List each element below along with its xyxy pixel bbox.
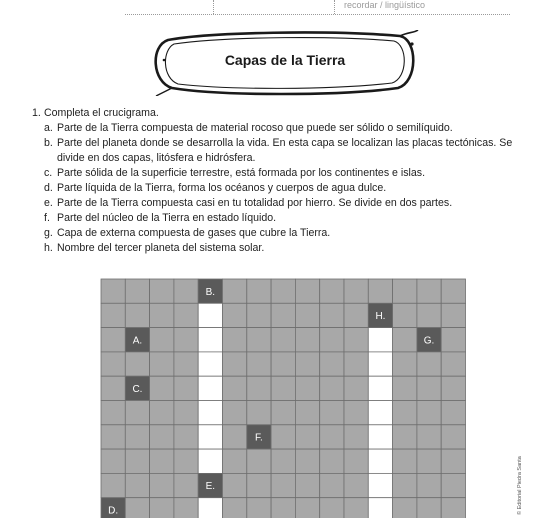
blocked-cell bbox=[271, 401, 295, 425]
clue-letter: d. bbox=[44, 182, 53, 194]
blocked-cell bbox=[150, 425, 174, 449]
answer-cell[interactable] bbox=[368, 401, 392, 425]
answer-cell[interactable] bbox=[198, 376, 222, 400]
blocked-cell bbox=[344, 279, 368, 303]
blocked-cell bbox=[417, 401, 441, 425]
blocked-cell bbox=[223, 498, 247, 518]
blocked-cell bbox=[247, 352, 271, 376]
blocked-cell bbox=[125, 401, 149, 425]
page-title: Capas de la Tierra bbox=[224, 52, 346, 68]
blocked-cell bbox=[320, 425, 344, 449]
answer-cell[interactable] bbox=[198, 449, 222, 473]
blocked-cell bbox=[393, 425, 417, 449]
answer-cell[interactable] bbox=[198, 328, 222, 352]
blocked-cell bbox=[150, 498, 174, 518]
blocked-cell bbox=[320, 279, 344, 303]
clue-item bbox=[32, 136, 522, 166]
blocked-cell bbox=[320, 328, 344, 352]
blocked-cell bbox=[223, 473, 247, 497]
clue-text: Parte líquida de la Tierra, forma los océanos y cuerpos de agua dulce. bbox=[57, 182, 387, 194]
blocked-cell bbox=[125, 449, 149, 473]
blocked-cell bbox=[344, 401, 368, 425]
clue-text: Parte de la Tierra compuesta de material rocoso que puede ser sólido o semilíquido. bbox=[57, 122, 453, 134]
blocked-cell bbox=[223, 328, 247, 352]
blocked-cell bbox=[344, 498, 368, 518]
clue-letter: b. bbox=[44, 137, 53, 149]
title-banner bbox=[150, 30, 420, 96]
blocked-cell bbox=[101, 376, 125, 400]
blocked-cell bbox=[247, 328, 271, 352]
blocked-cell bbox=[295, 401, 319, 425]
blocked-cell bbox=[174, 352, 198, 376]
answer-cell[interactable] bbox=[368, 473, 392, 497]
answer-cell[interactable] bbox=[198, 401, 222, 425]
blocked-cell bbox=[223, 376, 247, 400]
blocked-cell bbox=[320, 449, 344, 473]
blocked-cell bbox=[295, 376, 319, 400]
blocked-cell bbox=[441, 449, 465, 473]
blocked-cell bbox=[150, 328, 174, 352]
blocked-cell bbox=[441, 328, 465, 352]
blocked-cell bbox=[417, 449, 441, 473]
blocked-cell bbox=[223, 425, 247, 449]
blocked-cell bbox=[125, 352, 149, 376]
blocked-cell bbox=[150, 352, 174, 376]
blocked-cell bbox=[150, 401, 174, 425]
blocked-cell bbox=[223, 279, 247, 303]
clue-text: Parte sólida de la superficie terrestre, está formada por los continentes e islas. bbox=[57, 167, 426, 179]
header-divider bbox=[213, 0, 214, 14]
blocked-cell bbox=[247, 401, 271, 425]
clue-cell-label: C. bbox=[132, 383, 143, 395]
clue-cell-label: H. bbox=[375, 311, 386, 323]
clue-item bbox=[32, 121, 522, 136]
blocked-cell bbox=[101, 279, 125, 303]
blocked-cell bbox=[101, 352, 125, 376]
clue-item bbox=[32, 181, 522, 196]
blocked-cell bbox=[393, 473, 417, 497]
clue-item bbox=[32, 241, 522, 256]
blocked-cell bbox=[295, 473, 319, 497]
answer-cell[interactable] bbox=[368, 328, 392, 352]
answer-cell[interactable] bbox=[198, 303, 222, 327]
blocked-cell bbox=[174, 376, 198, 400]
exercise-instruction: Completa el crucigrama. bbox=[44, 107, 159, 119]
blocked-cell bbox=[247, 303, 271, 327]
blocked-cell bbox=[125, 303, 149, 327]
blocked-cell bbox=[271, 449, 295, 473]
blocked-cell bbox=[320, 303, 344, 327]
blocked-cell bbox=[393, 328, 417, 352]
clue-cell-label: F. bbox=[255, 432, 263, 444]
answer-cell[interactable] bbox=[368, 449, 392, 473]
blocked-cell bbox=[295, 303, 319, 327]
clue-letter: f. bbox=[44, 212, 50, 224]
blocked-cell bbox=[247, 279, 271, 303]
clue-letter: c. bbox=[44, 167, 53, 179]
exercise-number: 1. bbox=[32, 107, 41, 119]
clue-list bbox=[32, 121, 522, 256]
blocked-cell bbox=[223, 449, 247, 473]
blocked-cell bbox=[101, 303, 125, 327]
blocked-cell bbox=[441, 498, 465, 518]
blocked-cell bbox=[150, 473, 174, 497]
blocked-cell bbox=[247, 449, 271, 473]
blocked-cell bbox=[174, 328, 198, 352]
clue-letter: h. bbox=[44, 242, 53, 254]
blocked-cell bbox=[174, 279, 198, 303]
blocked-cell bbox=[125, 279, 149, 303]
blocked-cell bbox=[271, 498, 295, 518]
answer-cell[interactable] bbox=[198, 352, 222, 376]
blocked-cell bbox=[393, 279, 417, 303]
blocked-cell bbox=[247, 498, 271, 518]
blocked-cell bbox=[174, 473, 198, 497]
blocked-cell bbox=[150, 449, 174, 473]
clue-item bbox=[32, 196, 522, 211]
clue-cell-label: B. bbox=[205, 286, 216, 298]
answer-cell[interactable] bbox=[198, 498, 222, 518]
clue-item bbox=[32, 226, 522, 241]
clue-cell-label: G. bbox=[423, 335, 435, 347]
answer-cell[interactable] bbox=[368, 425, 392, 449]
blocked-cell bbox=[417, 473, 441, 497]
blocked-cell bbox=[174, 425, 198, 449]
blocked-cell bbox=[101, 473, 125, 497]
header-rule bbox=[125, 14, 510, 15]
blocked-cell bbox=[344, 473, 368, 497]
clue-text: Parte del planeta donde se desarrolla la vida. En esta capa se localizan las placas tectónicas. Se divide en dos capas, litósfera e hidrósfera. bbox=[57, 137, 513, 164]
crossword-grid bbox=[100, 278, 466, 518]
blocked-cell bbox=[295, 279, 319, 303]
blocked-cell bbox=[223, 352, 247, 376]
blocked-cell bbox=[393, 376, 417, 400]
blocked-cell bbox=[101, 401, 125, 425]
answer-cell[interactable] bbox=[368, 376, 392, 400]
blocked-cell bbox=[295, 449, 319, 473]
blocked-cell bbox=[247, 473, 271, 497]
blocked-cell bbox=[271, 303, 295, 327]
blocked-cell bbox=[271, 328, 295, 352]
blocked-cell bbox=[125, 473, 149, 497]
blocked-cell bbox=[320, 473, 344, 497]
blocked-cell bbox=[295, 498, 319, 518]
blocked-cell bbox=[271, 376, 295, 400]
clue-text: Nombre del tercer planeta del sistema solar. bbox=[57, 242, 265, 254]
blocked-cell bbox=[174, 449, 198, 473]
blocked-cell bbox=[441, 401, 465, 425]
blocked-cell bbox=[320, 376, 344, 400]
copyright-text: © Editorial Piedra Santa bbox=[517, 456, 523, 515]
blocked-cell bbox=[320, 498, 344, 518]
clue-cell-label: A. bbox=[132, 335, 143, 347]
clue-cell-label: E. bbox=[205, 481, 216, 493]
skill-tag: recordar / lingüístico bbox=[344, 0, 426, 10]
clue-cell-label: D. bbox=[108, 505, 119, 517]
blocked-cell bbox=[223, 401, 247, 425]
blocked-cell bbox=[393, 449, 417, 473]
blocked-cell bbox=[417, 498, 441, 518]
blocked-cell bbox=[174, 401, 198, 425]
blocked-cell bbox=[344, 303, 368, 327]
blocked-cell bbox=[101, 449, 125, 473]
blocked-cell bbox=[174, 498, 198, 518]
header-divider bbox=[334, 0, 335, 14]
blocked-cell bbox=[150, 303, 174, 327]
blocked-cell bbox=[271, 279, 295, 303]
blocked-cell bbox=[393, 401, 417, 425]
clue-letter: a. bbox=[44, 122, 53, 134]
blocked-cell bbox=[441, 425, 465, 449]
blocked-cell bbox=[223, 303, 247, 327]
blocked-cell bbox=[344, 449, 368, 473]
blocked-cell bbox=[125, 498, 149, 518]
blocked-cell bbox=[174, 303, 198, 327]
blocked-cell bbox=[417, 352, 441, 376]
blocked-cell bbox=[101, 328, 125, 352]
blocked-cell bbox=[441, 376, 465, 400]
blocked-cell bbox=[441, 473, 465, 497]
answer-cell[interactable] bbox=[198, 425, 222, 449]
clue-letter: g. bbox=[44, 227, 53, 239]
answer-cell[interactable] bbox=[368, 498, 392, 518]
blocked-cell bbox=[150, 376, 174, 400]
blocked-cell bbox=[393, 352, 417, 376]
blocked-cell bbox=[101, 425, 125, 449]
blocked-cell bbox=[320, 352, 344, 376]
blocked-cell bbox=[247, 376, 271, 400]
blocked-cell bbox=[150, 279, 174, 303]
blocked-cell bbox=[344, 352, 368, 376]
blocked-cell bbox=[417, 376, 441, 400]
clue-text: Parte del núcleo de la Tierra en estado líquido. bbox=[57, 212, 277, 224]
blocked-cell bbox=[344, 425, 368, 449]
blocked-cell bbox=[320, 401, 344, 425]
blocked-cell bbox=[417, 303, 441, 327]
clue-letter: e. bbox=[44, 197, 53, 209]
exercise bbox=[32, 106, 522, 256]
blocked-cell bbox=[295, 328, 319, 352]
blocked-cell bbox=[295, 425, 319, 449]
blocked-cell bbox=[417, 425, 441, 449]
blocked-cell bbox=[368, 279, 392, 303]
blocked-cell bbox=[393, 303, 417, 327]
side-credit bbox=[517, 455, 527, 515]
blocked-cell bbox=[417, 279, 441, 303]
blocked-cell bbox=[344, 328, 368, 352]
clue-item bbox=[32, 166, 522, 181]
blocked-cell bbox=[271, 352, 295, 376]
blocked-cell bbox=[441, 303, 465, 327]
answer-cell[interactable] bbox=[368, 352, 392, 376]
clue-text: Parte de la Tierra compuesta casi en tu totalidad por hierro. Se divide en dos partes. bbox=[57, 197, 453, 209]
blocked-cell bbox=[344, 376, 368, 400]
clue-text: Capa de externa compuesta de gases que cubre la Tierra. bbox=[57, 227, 331, 239]
blocked-cell bbox=[295, 352, 319, 376]
page-header bbox=[0, 0, 550, 22]
blocked-cell bbox=[271, 425, 295, 449]
clue-item bbox=[32, 211, 522, 226]
exercise-stem bbox=[32, 106, 522, 121]
blocked-cell bbox=[125, 425, 149, 449]
blocked-cell bbox=[441, 279, 465, 303]
blocked-cell bbox=[441, 352, 465, 376]
blocked-cell bbox=[271, 473, 295, 497]
blocked-cell bbox=[393, 498, 417, 518]
